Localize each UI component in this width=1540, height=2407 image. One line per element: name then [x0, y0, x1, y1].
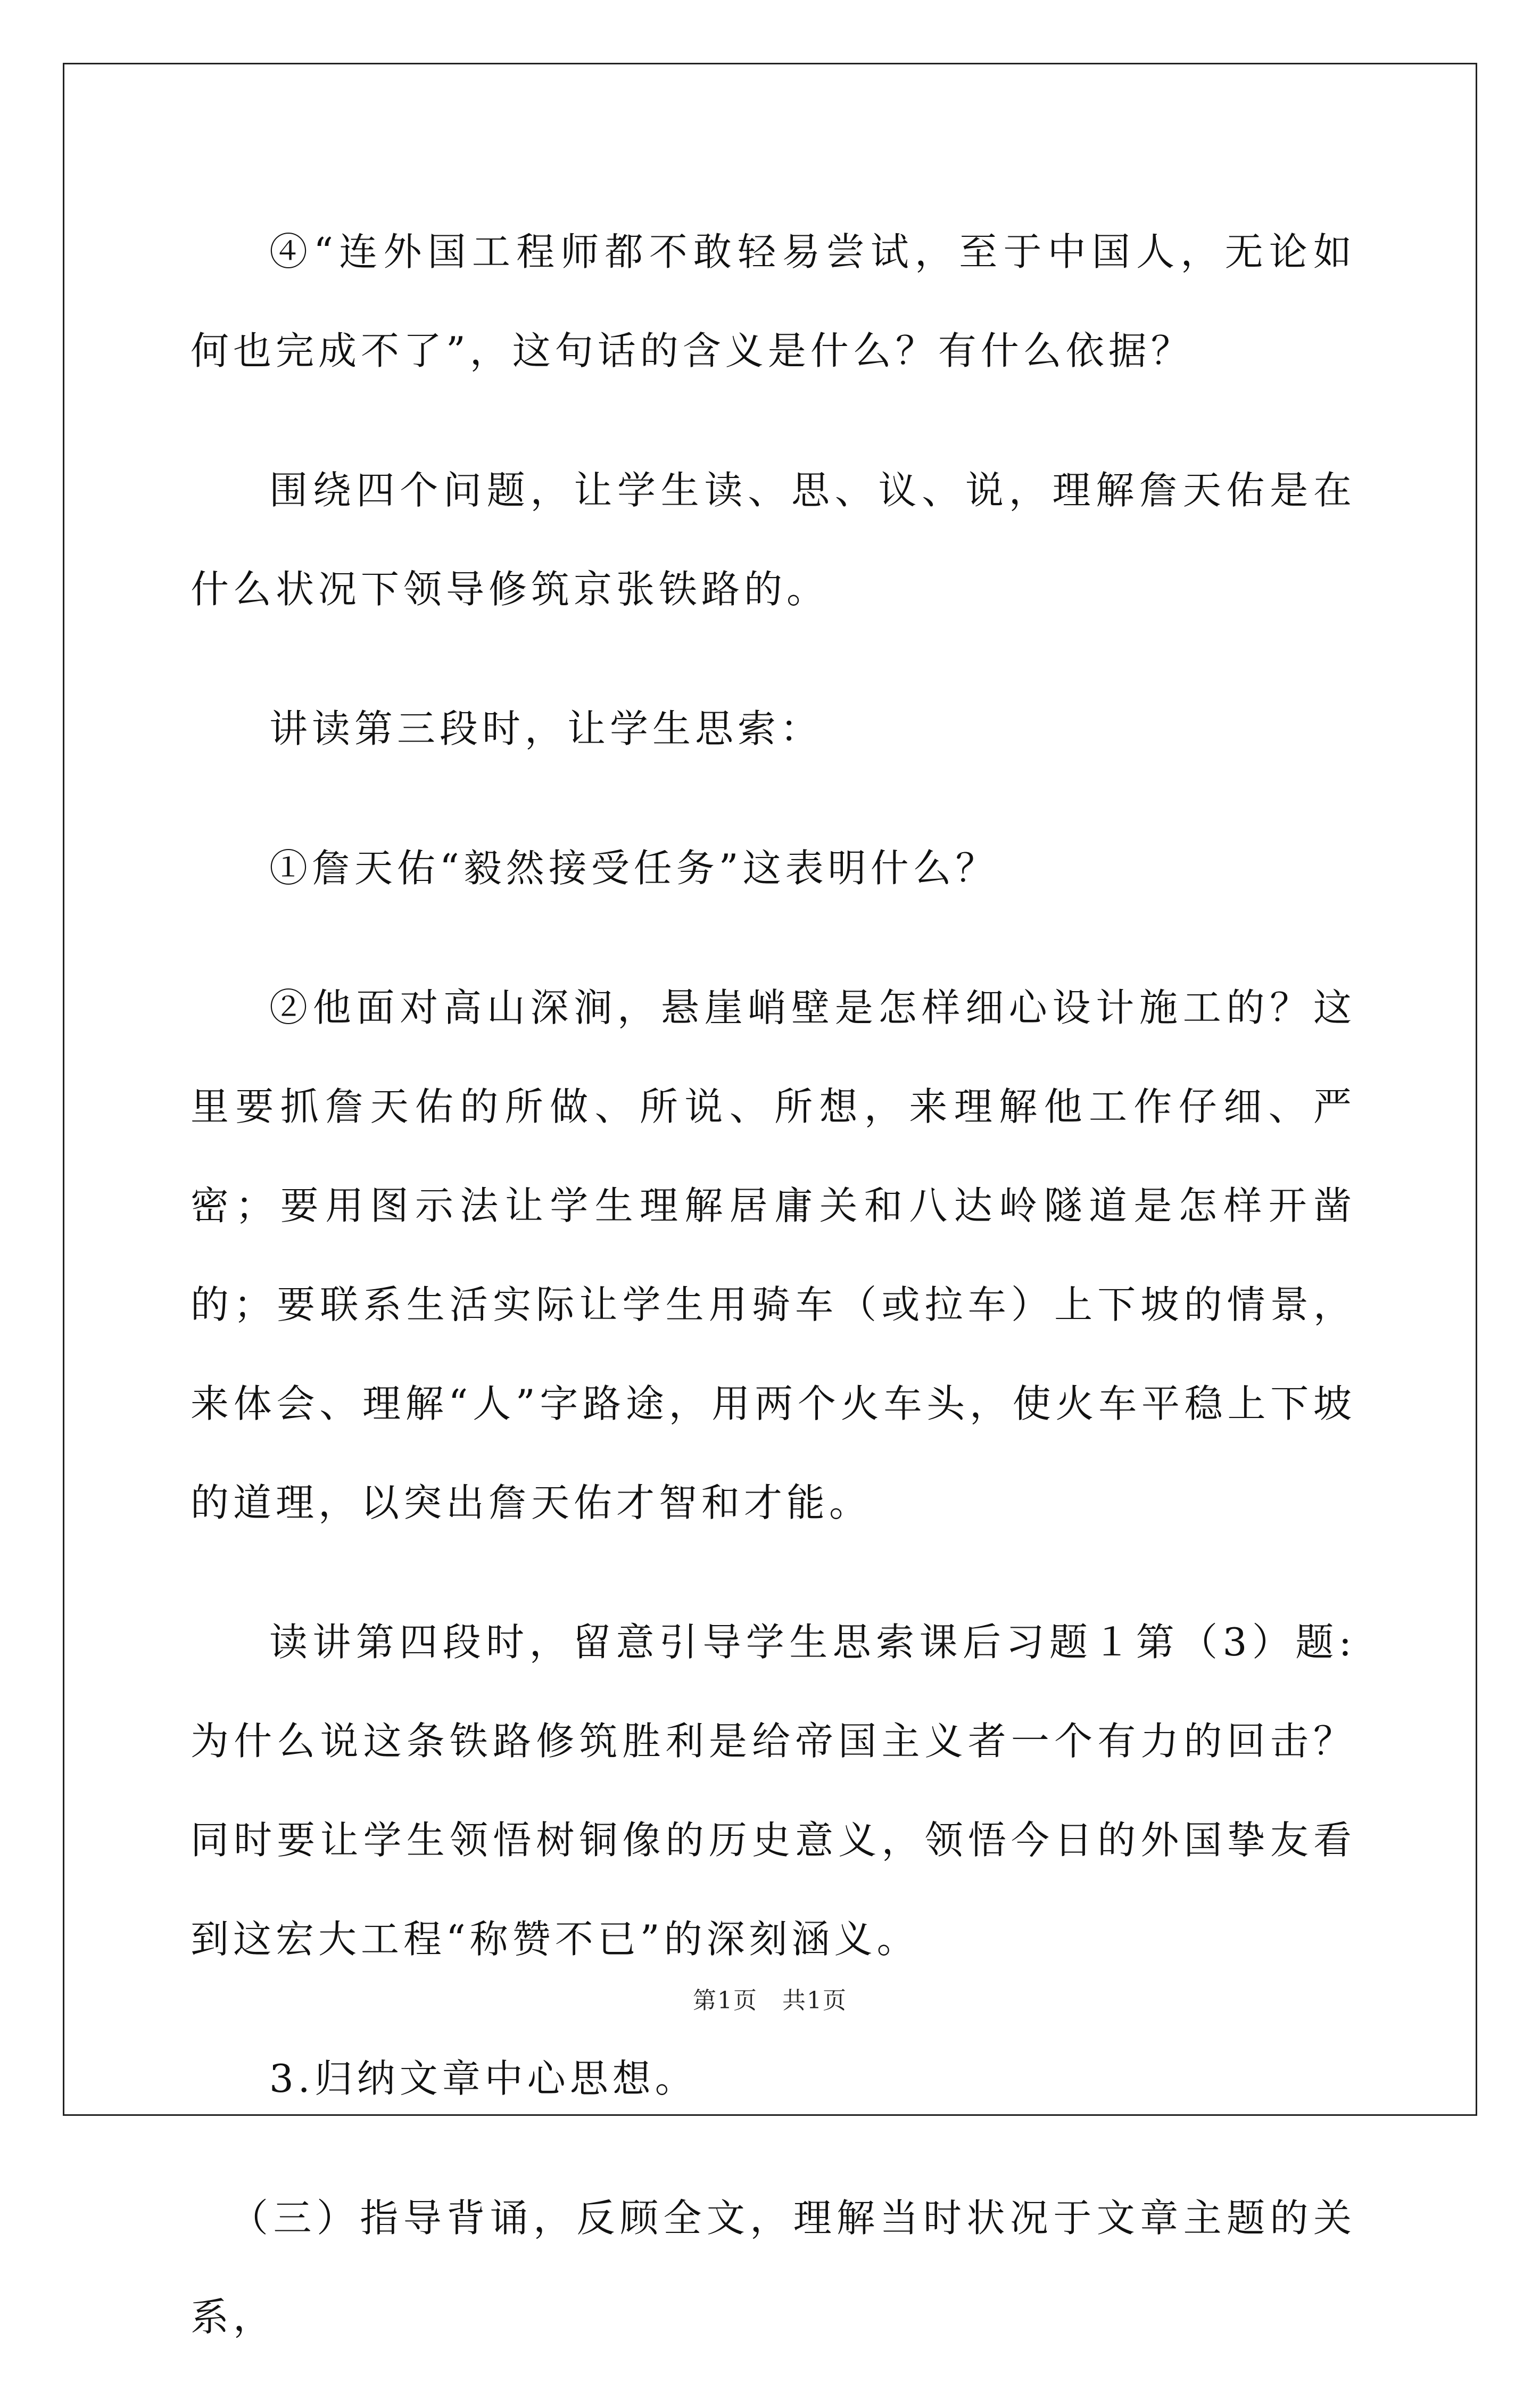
- paragraph-four-questions: 围绕四个问题，让学生读、思、议、说，理解詹天佑是在什么状况下领导修筑京张铁路的。: [191, 468, 1356, 612]
- paragraph-summary-heading: 3.归纳文章中心思想。: [269, 2056, 698, 2101]
- paragraph-question-1: ①詹天佑“毅然接受任务”这表明什么？: [269, 846, 998, 891]
- paragraph-fourth-section: 读讲第四段时，留意引导学生思索课后习题１第（3）题: 为什么说这条铁路修筑胜利是给帝国主义者一个有力的回击？同时要让学生领悟树铜像的历史意义，领悟今日的外国挚友看到这宏大工程“称赞不已”的深刻涵义。: [191, 1620, 1356, 1961]
- paragraph-question-2: ②他面对高山深涧，悬崖峭壁是怎样细心设计施工的？这里要抓詹天佑的所做、所说、所想，来理解他工作仔细、严密；要用图示法让学生理解居庸关和八达岭隧道是怎样开凿的；要联系生活实际让学生用骑车（或拉车）上下坡的情景，来体会、理解“人”字路途，用两个火车头，使火车平稳上下坡的道理，以突出詹天佑才智和才能。: [191, 985, 1356, 1525]
- paragraph-third-section: 讲读第三段时，让学生思索：: [269, 706, 823, 751]
- paragraph-recitation: （三）指导背诵，反顾全文，理解当时状况于文章主题的关系，: [191, 2196, 1356, 2339]
- paragraph-question-4: ④“连外国工程师都不敢轻易尝试，至于中国人，无论如何也完成不了”，这句话的含义是什么？有什么依据？: [191, 229, 1356, 373]
- document-body: [191, 202, 1356, 2407]
- page-number-footer: 第1页 共1页: [693, 1987, 847, 2014]
